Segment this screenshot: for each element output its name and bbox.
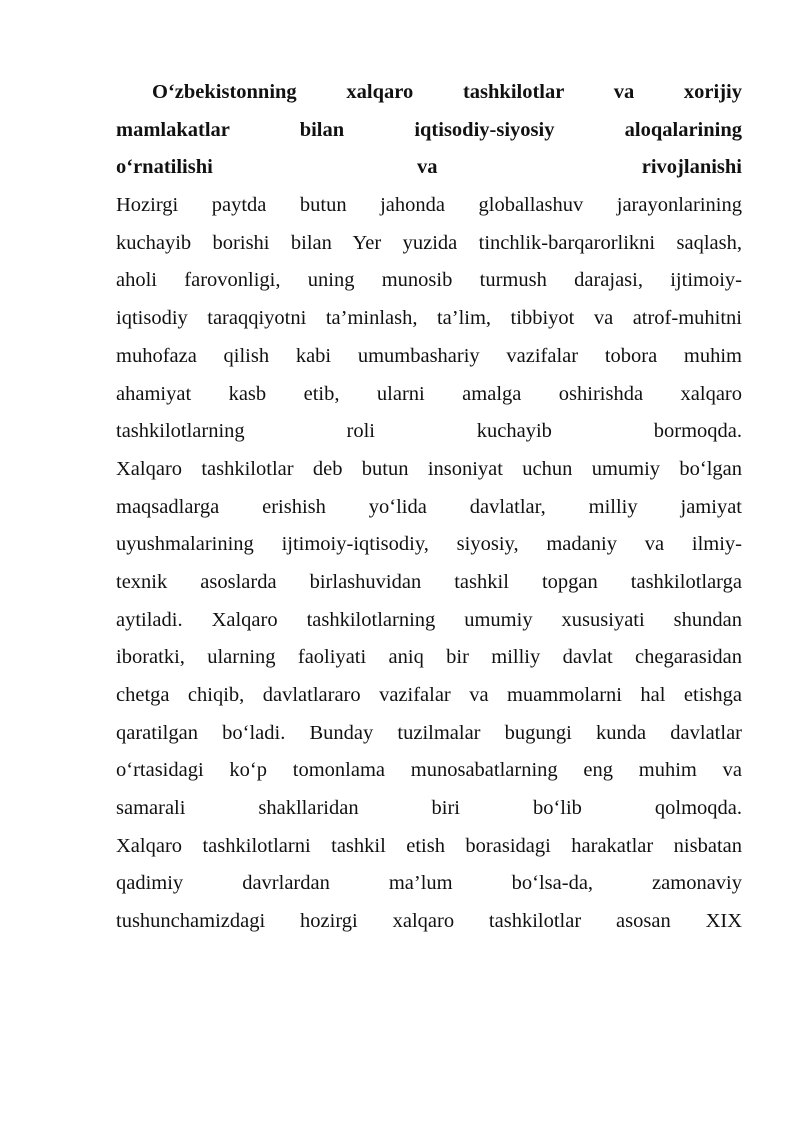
body-line: Xalqaro tashkilotlarni tashkil etish borasidagi harakatlar nisbatan	[116, 834, 742, 857]
body-line: o‘rtasidagi ko‘p tomonlama munosabatlarning eng muhim va	[116, 759, 742, 782]
heading-line: o‘rnatilishi va rivojlanishi	[116, 156, 742, 179]
body-line: tushunchamizdagi hozirgi xalqaro tashkilotlar asosan XIX	[116, 910, 742, 933]
body-line: aytiladi. Xalqaro tashkilotlarning umumiy xususiyati shundan	[116, 608, 742, 631]
body-line: qadimiy davrlardan ma’lum bo‘lsa-da, zamonaviy	[116, 872, 742, 895]
body-line: Xalqaro tashkilotlar deb butun insoniyat uchun umumiy bo‘lgan	[116, 457, 742, 480]
heading-line: mamlakatlar bilan iqtisodiy-siyosiy aloqalarining	[116, 118, 742, 141]
body-line: maqsadlarga erishish yo‘lida davlatlar, milliy jamiyat	[116, 495, 742, 518]
body-line: texnik asoslarda birlashuvidan tashkil topgan tashkilotlarga	[116, 570, 742, 593]
body-line: ahamiyat kasb etib, ularni amalga oshirishda xalqaro	[116, 382, 742, 405]
body-line: kuchayib borishi bilan Yer yuzida tinchlik-barqarorlikni saqlash,	[116, 231, 742, 254]
body-line: muhofaza qilish kabi umumbashariy vazifalar tobora muhim	[116, 344, 742, 367]
body-line: chetga chiqib, davlatlararo vazifalar va muammolarni hal etishga	[116, 684, 742, 706]
body-line: qaratilgan bo‘ladi. Bunday tuzilmalar bugungi kunda davlatlar	[116, 721, 742, 744]
heading-line: O‘zbekistonning xalqaro tashkilotlar va xorijiy	[152, 81, 742, 103]
body-line: samarali shakllaridan biri bo‘lib qolmoqda.	[116, 797, 742, 820]
body-line: aholi farovonligi, uning munosib turmush darajasi, ijtimoiy-	[116, 269, 742, 292]
body-line: iqtisodiy taraqqiyotni ta’minlash, ta’lim, tibbiyot va atrof-muhitni	[116, 307, 742, 330]
document-heading	[116, 74, 742, 187]
body-line: uyushmalarining ijtimoiy-iqtisodiy, siyosiy, madaniy va ilmiy-	[116, 533, 742, 556]
body-line: Hozirgi paytda butun jahonda globallashuv jarayonlarining	[116, 194, 742, 217]
document-page	[116, 74, 742, 941]
document-body	[116, 187, 742, 941]
body-line: tashkilotlarning roli kuchayib bormoqda.	[116, 420, 742, 443]
body-line: iboratki, ularning faoliyati aniq bir milliy davlat chegarasidan	[116, 646, 742, 669]
